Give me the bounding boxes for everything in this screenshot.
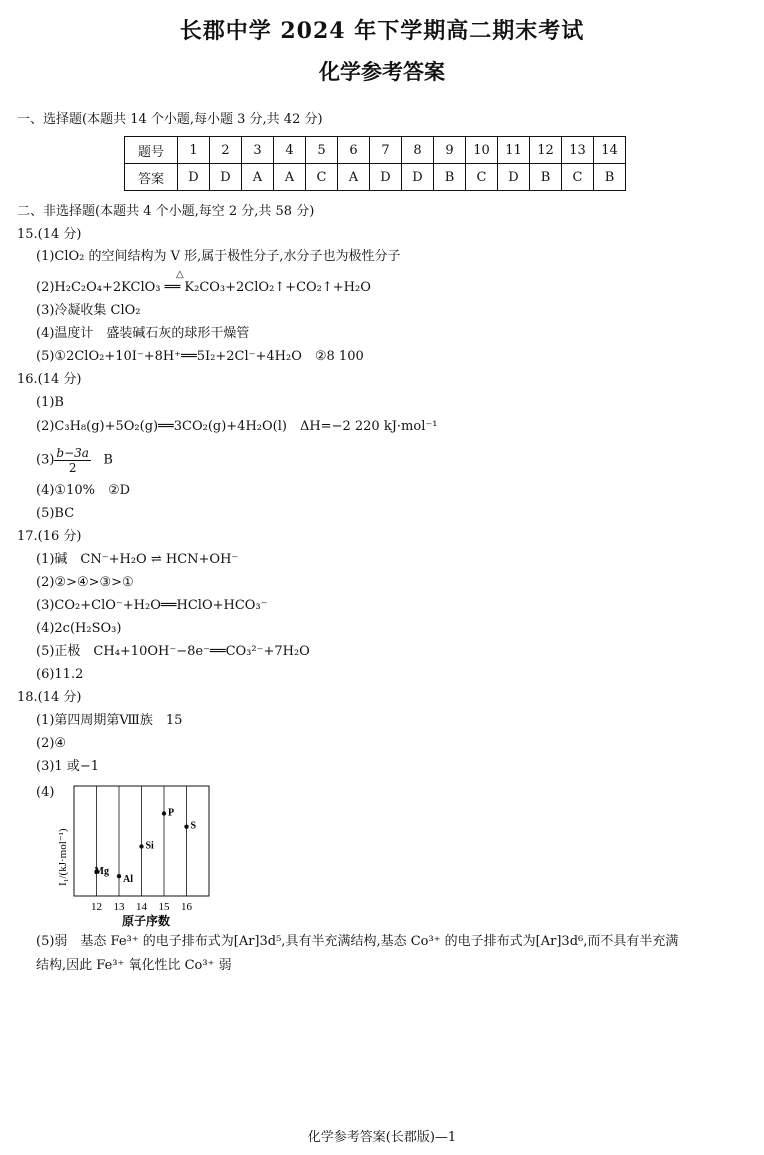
answer-cell: D	[402, 164, 434, 191]
answer-cell: B	[434, 164, 466, 191]
q18-answer-1: (1)第四周期第Ⅷ族 15	[36, 713, 183, 728]
data-point-label: S	[190, 820, 197, 832]
table-row	[125, 137, 626, 164]
data-point-label: Mg	[94, 865, 109, 877]
q18-answer-2: (2)④	[36, 736, 67, 751]
table-row	[125, 164, 626, 191]
ionization-energy-chart	[36, 784, 226, 934]
answer-table	[124, 136, 626, 191]
question-number: 8	[402, 137, 434, 164]
q17-answer-6: (6)11.2	[36, 667, 84, 682]
q16-answer-4: (4)①10% ②D	[36, 483, 131, 498]
question-number: 10	[466, 137, 498, 164]
page-footer: 化学参考答案(长郡版)—1	[307, 1130, 457, 1145]
question-number: 4	[274, 137, 306, 164]
y-axis-label: I₁/(kJ·mol⁻¹)	[57, 828, 69, 886]
data-point	[184, 825, 188, 829]
q16-answer-3: (3) $\frac{b-3a}{2}$ B	[36, 446, 113, 475]
q18-answer-5-line2: 结构,因此 Fe³⁺ 氧化性比 Co³⁺ 弱	[36, 958, 232, 973]
x-tick-label: 15	[158, 901, 170, 913]
question-number: 2	[210, 137, 242, 164]
q15-header: 15.(14 分)	[17, 227, 82, 242]
section2-heading: 二、非选择题(本题共 4 个小题,每空 2 分,共 58 分)	[17, 204, 315, 219]
q17-header: 17.(16 分)	[17, 529, 82, 544]
q18-answer-3: (3)1 或−1	[36, 759, 99, 774]
answer-cell: D	[498, 164, 530, 191]
question-number: 14	[594, 137, 626, 164]
question-number: 7	[370, 137, 402, 164]
data-point-label: Si	[145, 840, 154, 852]
data-point	[117, 874, 121, 878]
answer-cell: D	[210, 164, 242, 191]
data-point-label: P	[168, 807, 175, 819]
fraction: $\frac{b-3a}{2}$	[56, 446, 89, 475]
answer-cell: D	[370, 164, 402, 191]
question-number: 12	[530, 137, 562, 164]
answer-cell: A	[274, 164, 306, 191]
q15-answer-4: (4)温度计 盛装碱石灰的球形干燥管	[36, 326, 250, 341]
q16-header: 16.(14 分)	[17, 372, 82, 387]
answer-cell: B	[530, 164, 562, 191]
data-point	[139, 844, 143, 848]
data-point	[162, 811, 166, 815]
question-number: 5	[306, 137, 338, 164]
question-number: 11	[498, 137, 530, 164]
q15-answer-2: (2)H₂C₂O₄+2KClO₃ ══ K₂CO₃+2ClO₂↑+CO₂↑+H₂O	[36, 280, 371, 295]
answer-cell: C	[562, 164, 594, 191]
answer-cell: A	[242, 164, 274, 191]
q17-answer-3: (3)CO₂+ClO⁻+H₂O══HClO+HCO₃⁻	[36, 598, 268, 613]
answer-cell: A	[338, 164, 370, 191]
answer-cell: D	[178, 164, 210, 191]
x-tick-label: 12	[91, 901, 102, 913]
x-axis-label: 原子序数	[121, 914, 171, 928]
question-number: 1	[178, 137, 210, 164]
q16-answer-5: (5)BC	[36, 506, 75, 521]
page-subtitle: 化学参考答案	[319, 59, 445, 84]
answer-cell: B	[594, 164, 626, 191]
q16-answer-2: (2)C₃H₈(g)+5O₂(g)══3CO₂(g)+4H₂O(l) ΔH=−2 220 kJ·mol⁻¹	[36, 419, 438, 434]
x-tick-label: 16	[181, 901, 192, 913]
x-tick-labels	[91, 901, 193, 913]
page-title: 长郡中学 2024 年下学期高二期末考试	[179, 18, 585, 44]
data-points	[94, 808, 196, 886]
x-tick-label: 14	[136, 901, 147, 913]
section1-heading: 一、选择题(本题共 14 个小题,每小题 3 分,共 42 分)	[17, 112, 323, 127]
q17-answer-5: (5)正极 CH₄+10OH⁻−8e⁻══CO₃²⁻+7H₂O	[36, 644, 310, 659]
q17-answer-4: (4)2c(H₂SO₃)	[36, 621, 122, 636]
q15-answer-3: (3)冷凝收集 ClO₂	[36, 303, 141, 318]
chart-frame	[74, 786, 209, 896]
answer-cell: C	[466, 164, 498, 191]
q18-header: 18.(14 分)	[17, 690, 82, 705]
answer-cell: C	[306, 164, 338, 191]
q18-answer-5-line1: (5)弱 基态 Fe³⁺ 的电子排布式为[Ar]3d⁵,具有半充满结构,基态 Co³⁺ 的电子排布式为[Ar]3d⁶,而不具有半充满	[36, 934, 679, 949]
table-row-label: 答案	[125, 164, 178, 191]
question-number: 6	[338, 137, 370, 164]
q18-answer-4-label: (4)	[36, 785, 55, 800]
question-number: 9	[434, 137, 466, 164]
question-number: 3	[242, 137, 274, 164]
q15-answer-5: (5)①2ClO₂+10I⁻+8H⁺══5I₂+2Cl⁻+4H₂O ②8 100	[36, 349, 364, 364]
q15-heat-symbol: △	[176, 269, 184, 280]
q17-answer-2: (2)②>④>③>①	[36, 575, 134, 590]
q16-answer-1: (1)B	[36, 395, 64, 410]
table-row-label: 题号	[125, 137, 178, 164]
q17-answer-1: (1)碱 CN⁻+H₂O ⇌ HCN+OH⁻	[36, 552, 239, 567]
x-tick-label: 13	[113, 901, 125, 913]
q15-answer-1: (1)ClO₂ 的空间结构为 V 形,属于极性分子,水分子也为极性分子	[36, 249, 401, 264]
data-point-label: Al	[123, 874, 133, 886]
question-number: 13	[562, 137, 594, 164]
